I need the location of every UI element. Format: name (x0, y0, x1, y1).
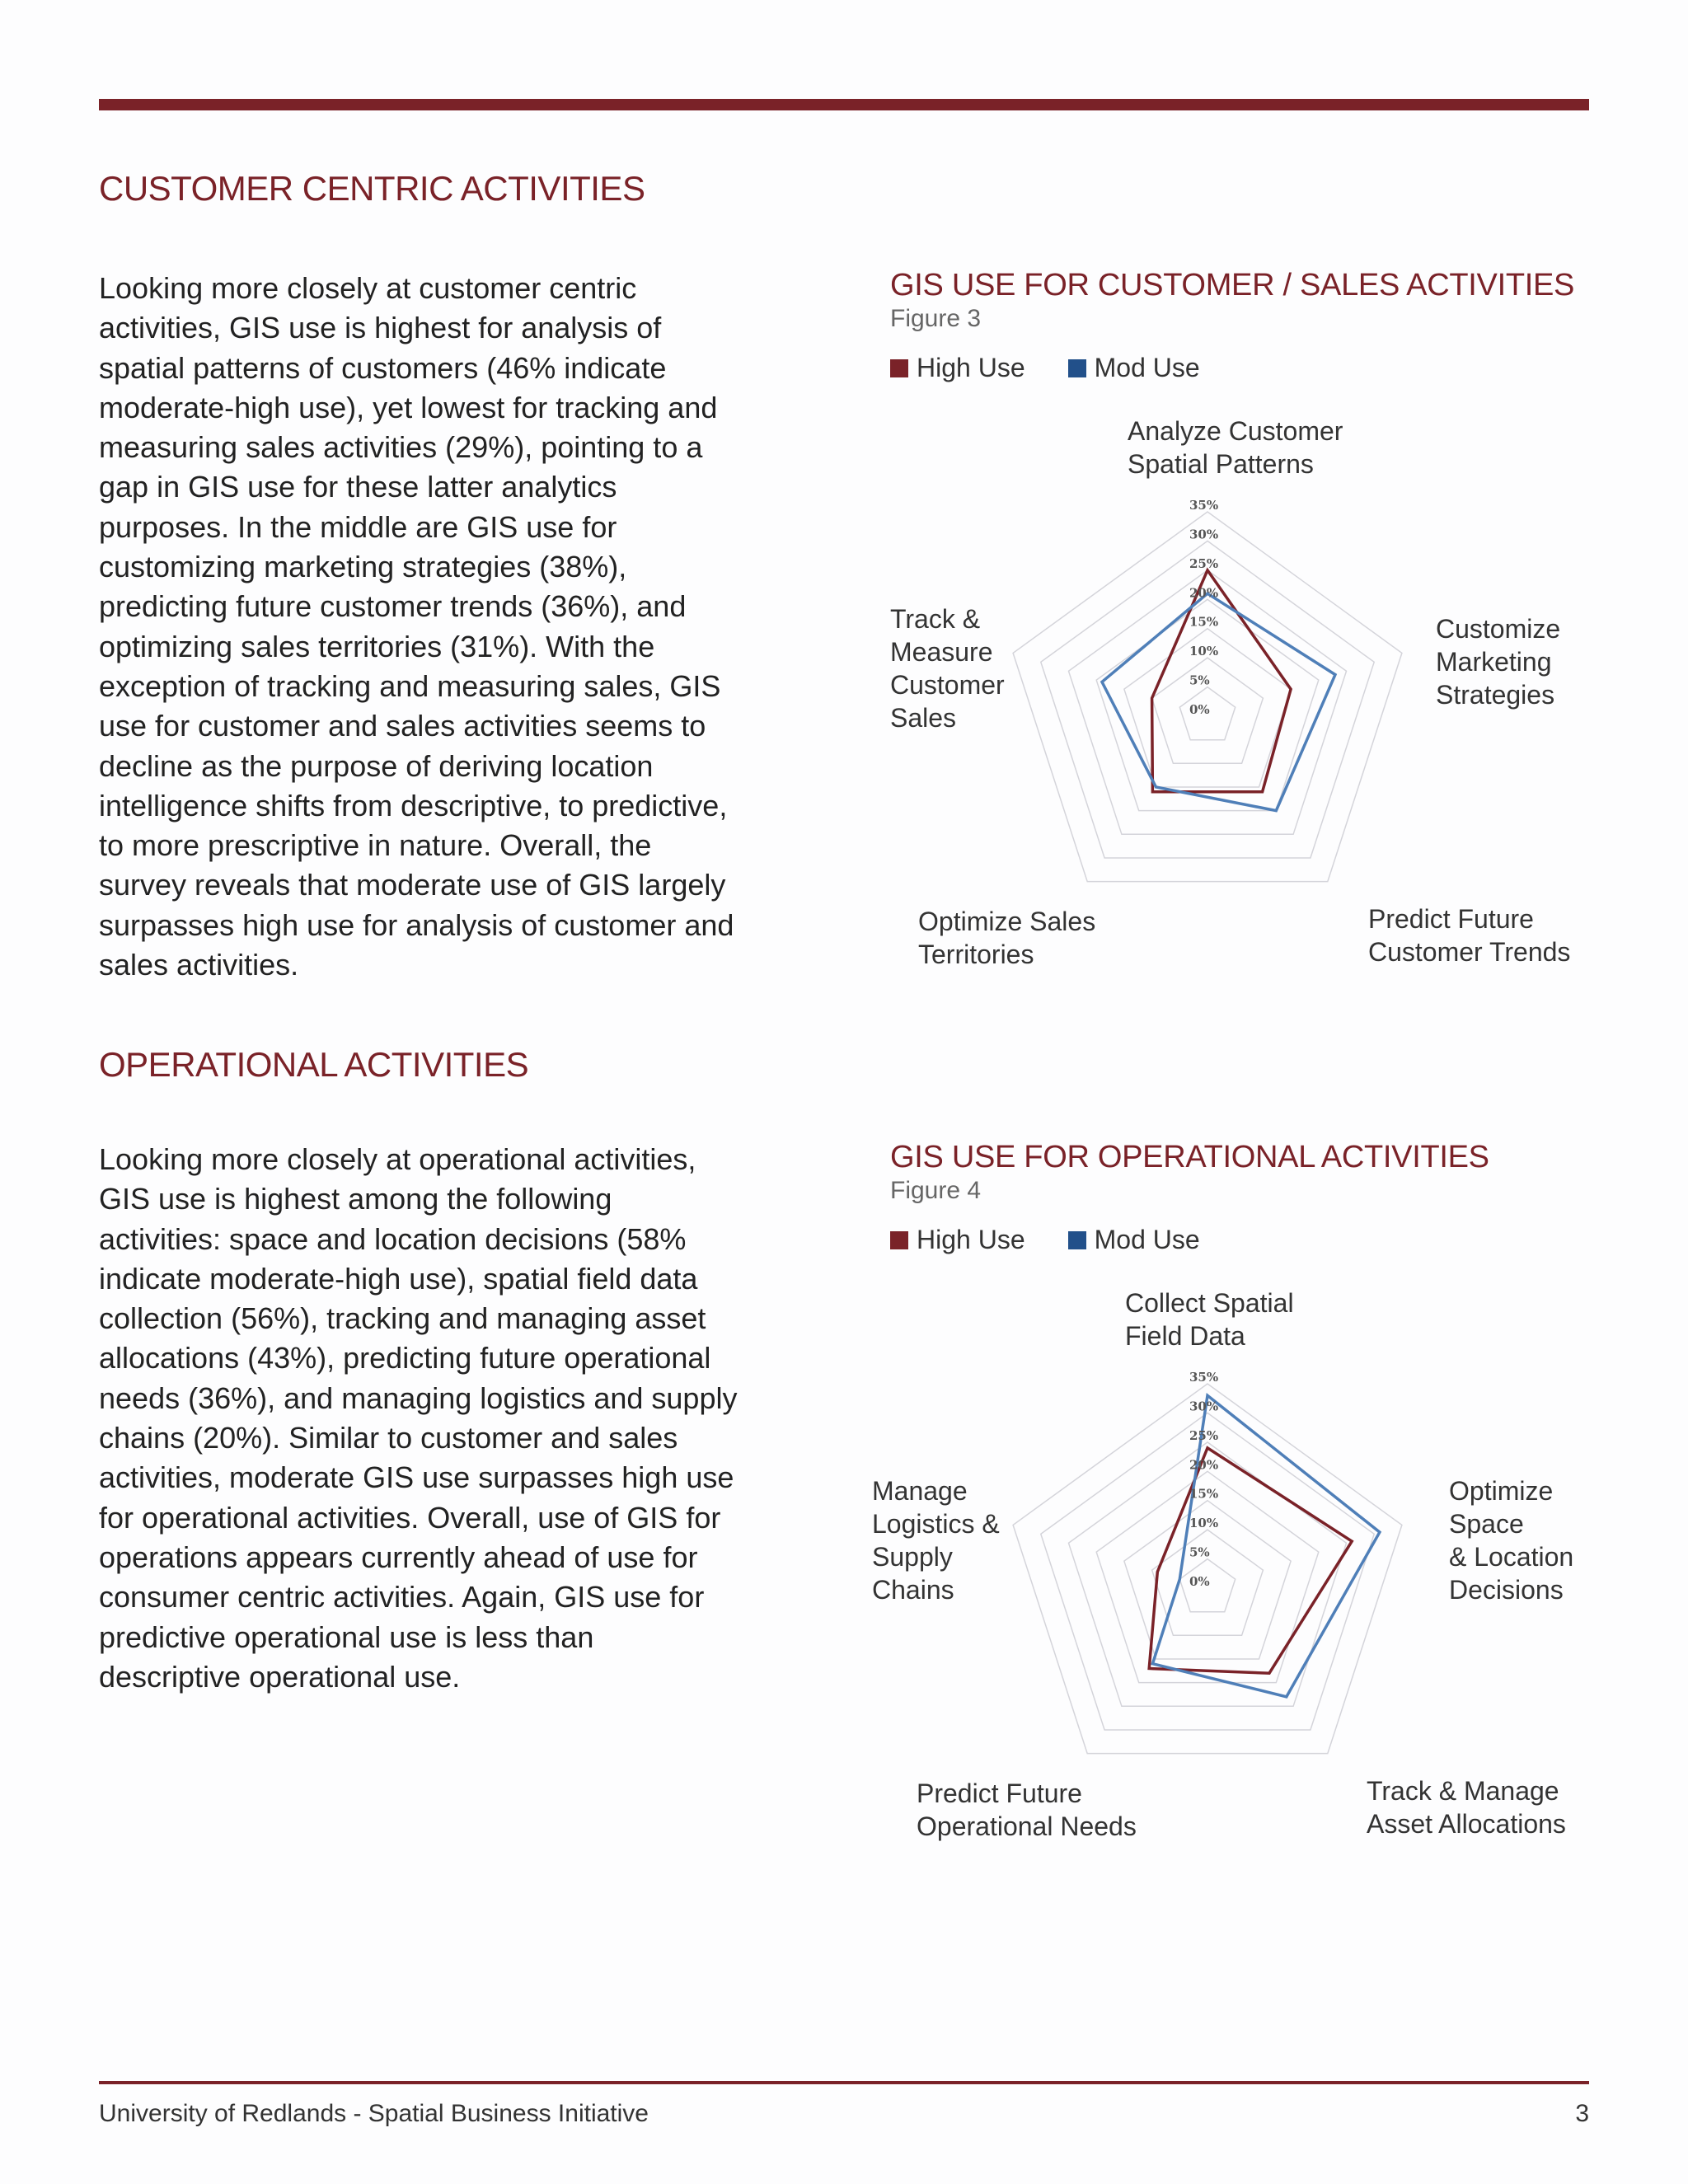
figure-label: Figure 3 (890, 305, 982, 332)
axis-label-customize-marketing-strategies: Customize Marketing Strategies (1436, 614, 1561, 710)
axis-label-track-measure-customer-sales: Track & Measure Customer Sales (890, 604, 1005, 733)
axis-label-predict-future-customer-trends: Predict Future Customer Trends (1368, 904, 1571, 967)
figure-4-operational (872, 1140, 1599, 1865)
axis-label-optimize-sales-territories: Optimize Sales Territories (918, 907, 1096, 969)
axis-label-optimize-space-location-decisions: Optimize Space & Location Decisions (1449, 1476, 1574, 1605)
figure-label: Figure 4 (890, 1177, 982, 1204)
tick-label: 20% (1189, 1457, 1219, 1473)
top-rule (99, 99, 1589, 110)
axis-label-analyze-customer-spatial-patterns: Analyze Customer Spatial Patterns (1128, 416, 1343, 479)
chart-title: GIS USE FOR OPERATIONAL ACTIVITIES (890, 1140, 1489, 1174)
legend-label-mod: Mod Use (1094, 1225, 1200, 1254)
tick-label: 0% (1189, 1574, 1210, 1589)
page-number: 3 (1575, 2100, 1589, 2127)
tick-label: 30% (1189, 1399, 1219, 1414)
tick-label: 10% (1189, 644, 1219, 659)
axis-label-collect-spatial-field-data: Collect Spatial Field Data (1125, 1288, 1294, 1351)
axis-label-track-manage-asset-allocations: Track & Manage Asset Allocations (1367, 1776, 1566, 1839)
tick-label: 35% (1189, 498, 1219, 513)
axis-label-manage-logistics-supply-chains: Manage Logistics & Supply Chains (872, 1476, 1000, 1605)
tick-label: 30% (1189, 527, 1219, 542)
legend-label-high: High Use (917, 353, 1025, 382)
tick-label: 20% (1189, 585, 1219, 601)
series-mod-use (1102, 593, 1335, 810)
section-title-operational: OPERATIONAL ACTIVITIES (99, 1045, 529, 1084)
figure-3-customer-sales (890, 268, 1599, 993)
tick-label: 10% (1189, 1516, 1219, 1531)
tick-label: 5% (1189, 673, 1210, 688)
tick-label: 5% (1189, 1544, 1210, 1560)
tick-label: 0% (1189, 702, 1210, 717)
tick-label: 25% (1189, 555, 1219, 571)
legend-label-high: High Use (917, 1225, 1025, 1254)
body-text-customer: Looking more closely at customer centric activities, GIS use is highest for analysis of spatial patterns of customers (46% indicate moderate-high use), yet lowest for tracking and measuring sales activities (29%), pointing to a gap in GIS use for these latter analytics purposes. In the middle are GIS use for customizing marketing strategies (38%), predicting future customer trends (36%), and optimizing sales territories (31%). With the exception of tracking and measuring sales, GIS use for customer and sales activities seems to decline as the purpose of deriving location intelligence shifts from descriptive, to predictive, to more prescriptive in nature. Overall, the survey reveals that moderate use of GIS largely surpasses high use for analysis of customer and sales activities. (99, 271, 734, 982)
footer-rule (99, 2081, 1589, 2084)
axis-label-predict-future-operational-needs: Predict Future Operational Needs (917, 1779, 1137, 1841)
tick-label: 25% (1189, 1427, 1219, 1443)
body-text-operational: Looking more closely at operational activities, GIS use is highest among the following activities: space and location decisions (58% indicate moderate-high use), spatial field data collection (56%), tracking and managing asset allocations (43%), predicting future operational needs (36%), and managing logistics and supply chains (20%). Similar to customer and sales activities, moderate GIS use surpasses high use for operational activities. Overall, use of GIS for operations appears currently ahead of use for consumer centric activities. Again, GIS use for predictive operational use is less than descriptive operational use. (99, 1142, 738, 1694)
section-title-customer: CUSTOMER CENTRIC ACTIVITIES (99, 169, 645, 208)
tick-label: 15% (1189, 614, 1219, 630)
legend-label-mod: Mod Use (1094, 353, 1200, 382)
tick-label: 35% (1189, 1370, 1219, 1385)
chart-title: GIS USE FOR CUSTOMER / SALES ACTIVITIES (890, 268, 1575, 302)
footer-text: University of Redlands - Spatial Business Initiative (99, 2100, 649, 2127)
tick-label: 15% (1189, 1486, 1219, 1502)
